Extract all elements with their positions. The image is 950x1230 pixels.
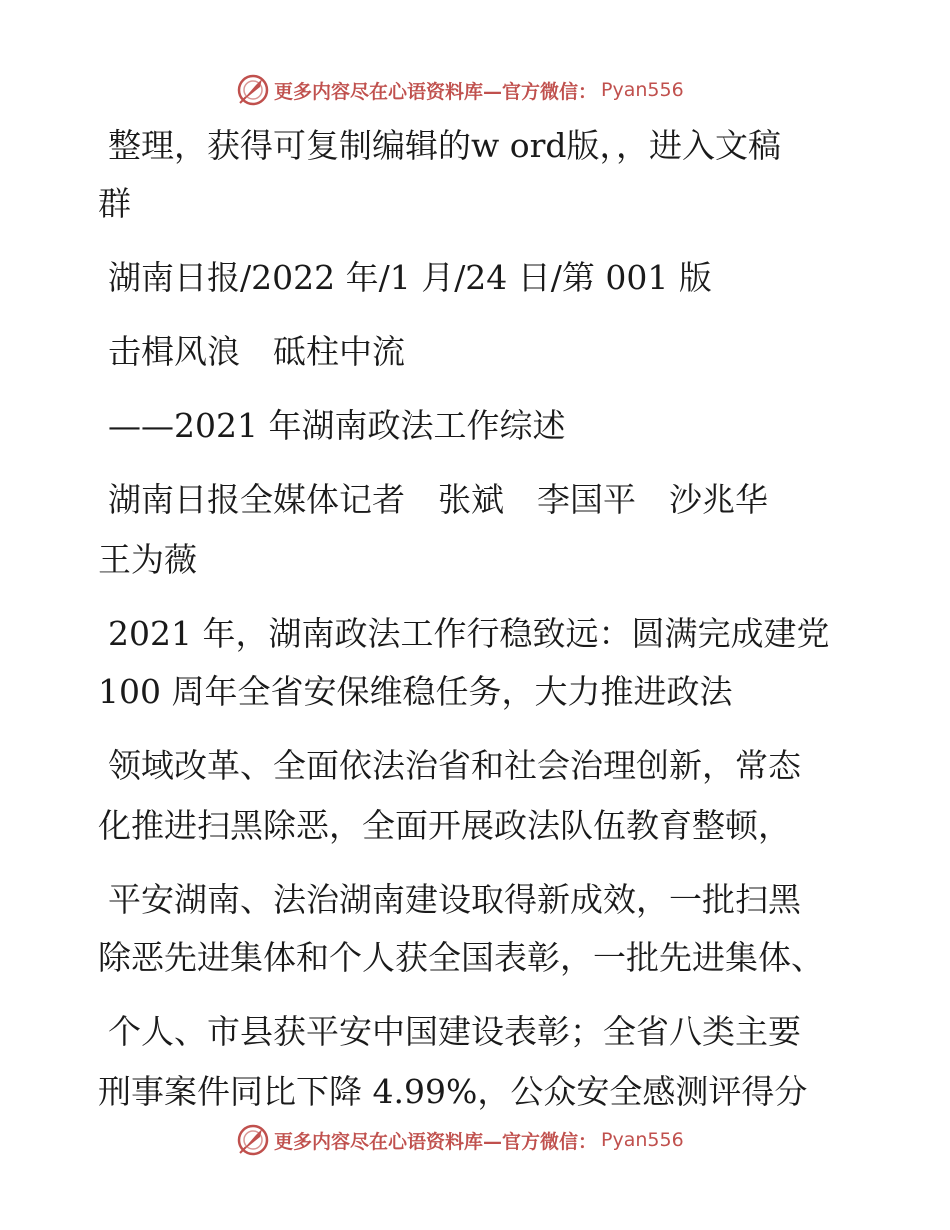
watermark-wechat-id: Pyan556: [601, 79, 684, 101]
header-watermark: [236, 72, 684, 108]
byline: 王为薇: [98, 540, 197, 579]
watermark-text: 更多内容尽在心语资料库—官方微信：: [274, 80, 598, 103]
text-line: 整理，获得可复制编辑的w ord版，，进入文稿: [108, 126, 782, 165]
article-subtitle: ——2021 年湖南政法工作综述: [108, 406, 566, 445]
text-line: 湖南日报/2022 年/1 月/24 日/第 001 版: [108, 258, 712, 297]
quill-logo-icon: [236, 1123, 270, 1157]
text-line: 群: [98, 184, 131, 223]
text-line: 100 周年全省安保维稳任务，大力推进政法: [98, 672, 733, 711]
text-line: 化推进扫黑除恶，全面开展政法队伍教育整顿，: [98, 806, 791, 845]
watermark-text: 更多内容尽在心语资料库—官方微信：: [274, 1130, 598, 1153]
footer-watermark: [236, 1122, 684, 1158]
text-line: 个人、市县获平安中国建设表彰；全省八类主要: [108, 1012, 801, 1051]
byline: 湖南日报全媒体记者 张斌 李国平 沙兆华: [108, 480, 768, 519]
article-title: 击楫风浪 砥柱中流: [108, 332, 405, 371]
watermark-wechat-id: Pyan556: [601, 1129, 684, 1151]
text-line: 2021 年，湖南政法工作行稳致远：圆满完成建党: [108, 614, 830, 653]
text-line: 刑事案件同比下降 4.99%，公众安全感测评得分: [98, 1072, 808, 1111]
text-line: 领域改革、全面依法治省和社会治理创新，常态: [108, 746, 801, 785]
quill-logo-icon: [236, 73, 270, 107]
text-line: 除恶先进集体和个人获全国表彰，一批先进集体、: [98, 938, 824, 977]
text-line: 平安湖南、法治湖南建设取得新成效，一批扫黑: [108, 880, 801, 919]
